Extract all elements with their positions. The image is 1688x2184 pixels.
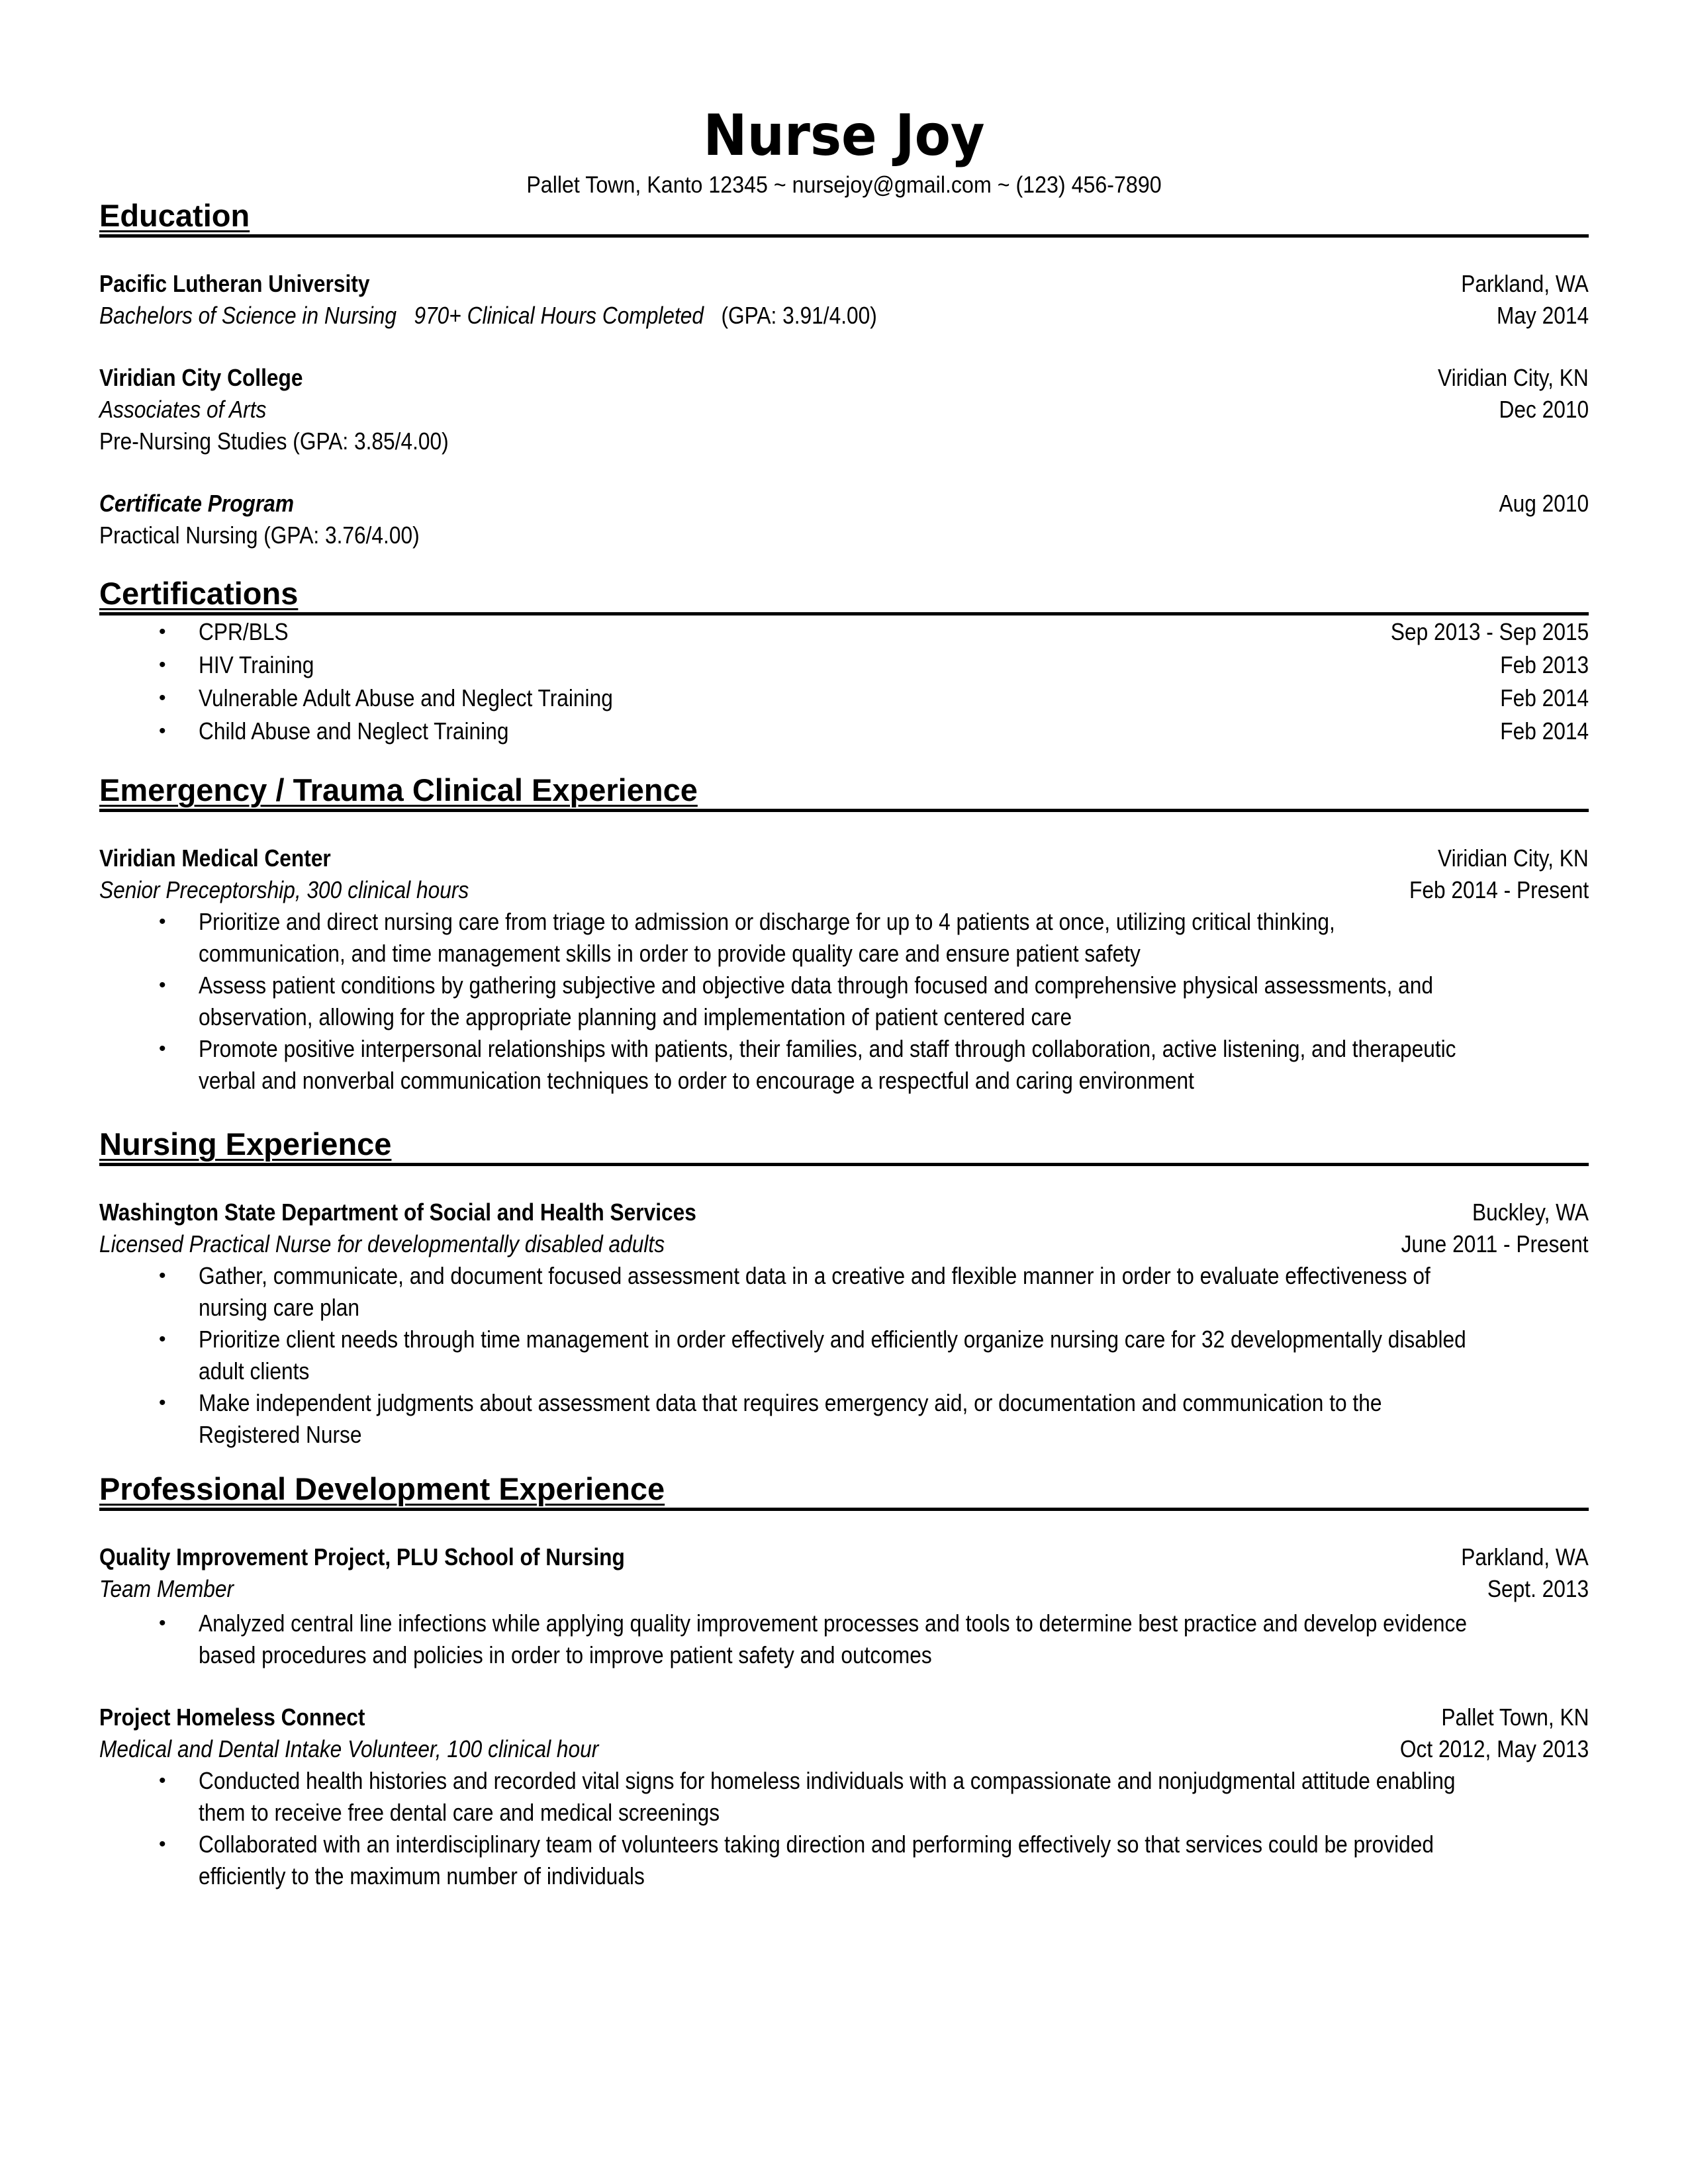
role-date: Oct 2012, May 2013: [1399, 1735, 1589, 1762]
institution-location: Parkland, WA: [1461, 270, 1589, 297]
contact-line: Pallet Town, Kanto 12345 ~ nursejoy@gmail.com ~ (123) 456-7890: [526, 172, 1162, 198]
role-title: Senior Preceptorship, 300 clinical hours: [99, 876, 469, 903]
education-entry-row: [99, 488, 1589, 520]
institution-location: Viridian City, KN: [1438, 364, 1589, 391]
organization-name: Viridian Medical Center: [99, 844, 331, 872]
experience-org-row: [99, 1197, 1589, 1228]
section-heading-certifications: Certifications: [99, 575, 1589, 615]
role-title: Team Member: [99, 1575, 234, 1602]
organization-name: Quality Improvement Project, PLU School of Nursing: [99, 1543, 625, 1570]
bullet-icon: •: [159, 1612, 166, 1634]
certification-date: Feb 2014: [1500, 684, 1589, 711]
certifications-section: [99, 575, 1589, 748]
list-item: • Gather, communicate, and document focused assessment data in a creative and flexible manner in order to evaluate effectiveness of nursing care plan: [99, 1260, 1589, 1324]
degree-name: Associates of Arts: [99, 396, 267, 423]
bullet-icon: •: [159, 687, 166, 709]
certification-date: Feb 2013: [1500, 651, 1589, 678]
degree-date: May 2014: [1496, 302, 1589, 329]
bullet-icon: •: [159, 720, 166, 742]
section-heading-professional: Professional Development Experience: [99, 1471, 1589, 1511]
bullet-icon: •: [159, 1038, 166, 1060]
bullet-icon: •: [159, 654, 166, 676]
organization-location: Parkland, WA: [1461, 1543, 1589, 1570]
education-detail: Practical Nursing (GPA: 3.76/4.00): [99, 522, 420, 549]
degree-gpa: (GPA: 3.91/4.00): [721, 302, 877, 329]
certification-item: [99, 615, 1589, 649]
emergency-experience-section: [99, 772, 1589, 1097]
degree-date: Aug 2010: [1499, 490, 1589, 517]
experience-role-row: [99, 1228, 1589, 1260]
bullet-icon: •: [159, 911, 166, 933]
degree-extra: 970+ Clinical Hours Completed: [414, 302, 704, 329]
experience-org-row: [99, 1541, 1589, 1573]
role-date: Sept. 2013: [1487, 1575, 1589, 1602]
certification-name: Child Abuse and Neglect Training: [199, 717, 509, 745]
bullet-icon: •: [159, 1392, 166, 1414]
experience-bullets: [99, 1608, 1589, 1671]
certification-name: HIV Training: [199, 651, 314, 678]
certification-name: Vulnerable Adult Abuse and Neglect Training: [199, 684, 613, 711]
certification-item: [99, 715, 1589, 748]
role-title: Licensed Practical Nurse for developmentally disabled adults: [99, 1230, 665, 1257]
degree-date: Dec 2010: [1499, 396, 1589, 423]
education-degree-row: [99, 300, 1589, 332]
list-item: • Prioritize client needs through time management in order effectively and efficiently organize nursing care for 32 developmentally disabled adult clients: [99, 1324, 1589, 1387]
organization-name: Project Homeless Connect: [99, 1704, 365, 1731]
list-item: • Conducted health histories and recorded vital signs for homeless individuals with a compassionate and nonjudgmental attitude enabling them to receive free dental care and medical screenings: [99, 1765, 1589, 1829]
experience-role-row: [99, 1573, 1589, 1605]
degree-name: Bachelors of Science in Nursing: [99, 302, 397, 329]
list-item: • Make independent judgments about assessment data that requires emergency aid, or documentation and communication to the Registered Nurse: [99, 1387, 1589, 1451]
section-heading-nursing: Nursing Experience: [99, 1126, 1589, 1166]
certification-item: [99, 649, 1589, 682]
bullet-icon: •: [159, 621, 166, 643]
bullet-icon: •: [159, 974, 166, 996]
certification-date: Sep 2013 - Sep 2015: [1390, 618, 1589, 645]
professional-development-section: [99, 1471, 1589, 1892]
bullet-icon: •: [159, 1770, 166, 1792]
institution-name: Certificate Program: [99, 490, 295, 517]
role-date: Feb 2014 - Present: [1409, 876, 1589, 903]
nursing-experience-section: [99, 1126, 1589, 1451]
list-item: • Assess patient conditions by gathering subjective and objective data through focused and comprehensive physical assessments, and observation, allowing for the appropriate planning and implementation of patient centered care: [99, 970, 1589, 1033]
experience-bullets: [99, 1260, 1589, 1451]
organization-name: Washington State Department of Social and Health Services: [99, 1199, 696, 1226]
experience-org-row: [99, 842, 1589, 874]
role-date: June 2011 - Present: [1401, 1230, 1589, 1257]
education-entry-row: [99, 268, 1589, 300]
education-detail: Pre-Nursing Studies (GPA: 3.85/4.00): [99, 428, 449, 455]
certification-date: Feb 2014: [1500, 717, 1589, 745]
institution-name: Pacific Lutheran University: [99, 270, 370, 297]
organization-location: Buckley, WA: [1472, 1199, 1589, 1226]
list-item: • Promote positive interpersonal relationships with patients, their families, and staff through collaboration, active listening, and therapeutic verbal and nonverbal communication techniques to order to encourage a respectful and caring environment: [99, 1033, 1589, 1097]
experience-role-row: [99, 1733, 1589, 1765]
bullet-icon: •: [159, 1833, 166, 1855]
list-item: • Collaborated with an interdisciplinary team of volunteers taking direction and performing effectively so that services could be provided efficiently to the maximum number of individuals: [99, 1829, 1589, 1892]
education-degree-row: [99, 394, 1589, 426]
section-heading-education: Education: [99, 197, 1589, 238]
experience-bullets: [99, 906, 1589, 1097]
role-title: Medical and Dental Intake Volunteer, 100 clinical hour: [99, 1735, 599, 1762]
experience-org-row: [99, 1702, 1589, 1733]
experience-bullets: [99, 1765, 1589, 1892]
experience-role-row: [99, 874, 1589, 906]
education-section: [99, 197, 1589, 551]
organization-location: Pallet Town, KN: [1440, 1704, 1589, 1731]
education-entry-row: [99, 362, 1589, 394]
resume-name: Nurse Joy: [703, 103, 985, 169]
bullet-icon: •: [159, 1265, 166, 1287]
institution-name: Viridian City College: [99, 364, 303, 391]
certification-item: [99, 682, 1589, 715]
resume-page: [99, 99, 1589, 1892]
certification-name: CPR/BLS: [199, 618, 289, 645]
list-item: • Analyzed central line infections while applying quality improvement processes and tools to determine best practice and develop evidence based procedures and policies in order to improve patient safety and outcomes: [99, 1608, 1589, 1671]
organization-location: Viridian City, KN: [1438, 844, 1589, 872]
bullet-icon: •: [159, 1328, 166, 1350]
list-item: • Prioritize and direct nursing care from triage to admission or discharge for up to 4 patients at once, utilizing critical thinking, communication, and time management skills in order to provide quality care and ensure patient safety: [99, 906, 1589, 970]
section-heading-emergency: Emergency / Trauma Clinical Experience: [99, 772, 1589, 812]
